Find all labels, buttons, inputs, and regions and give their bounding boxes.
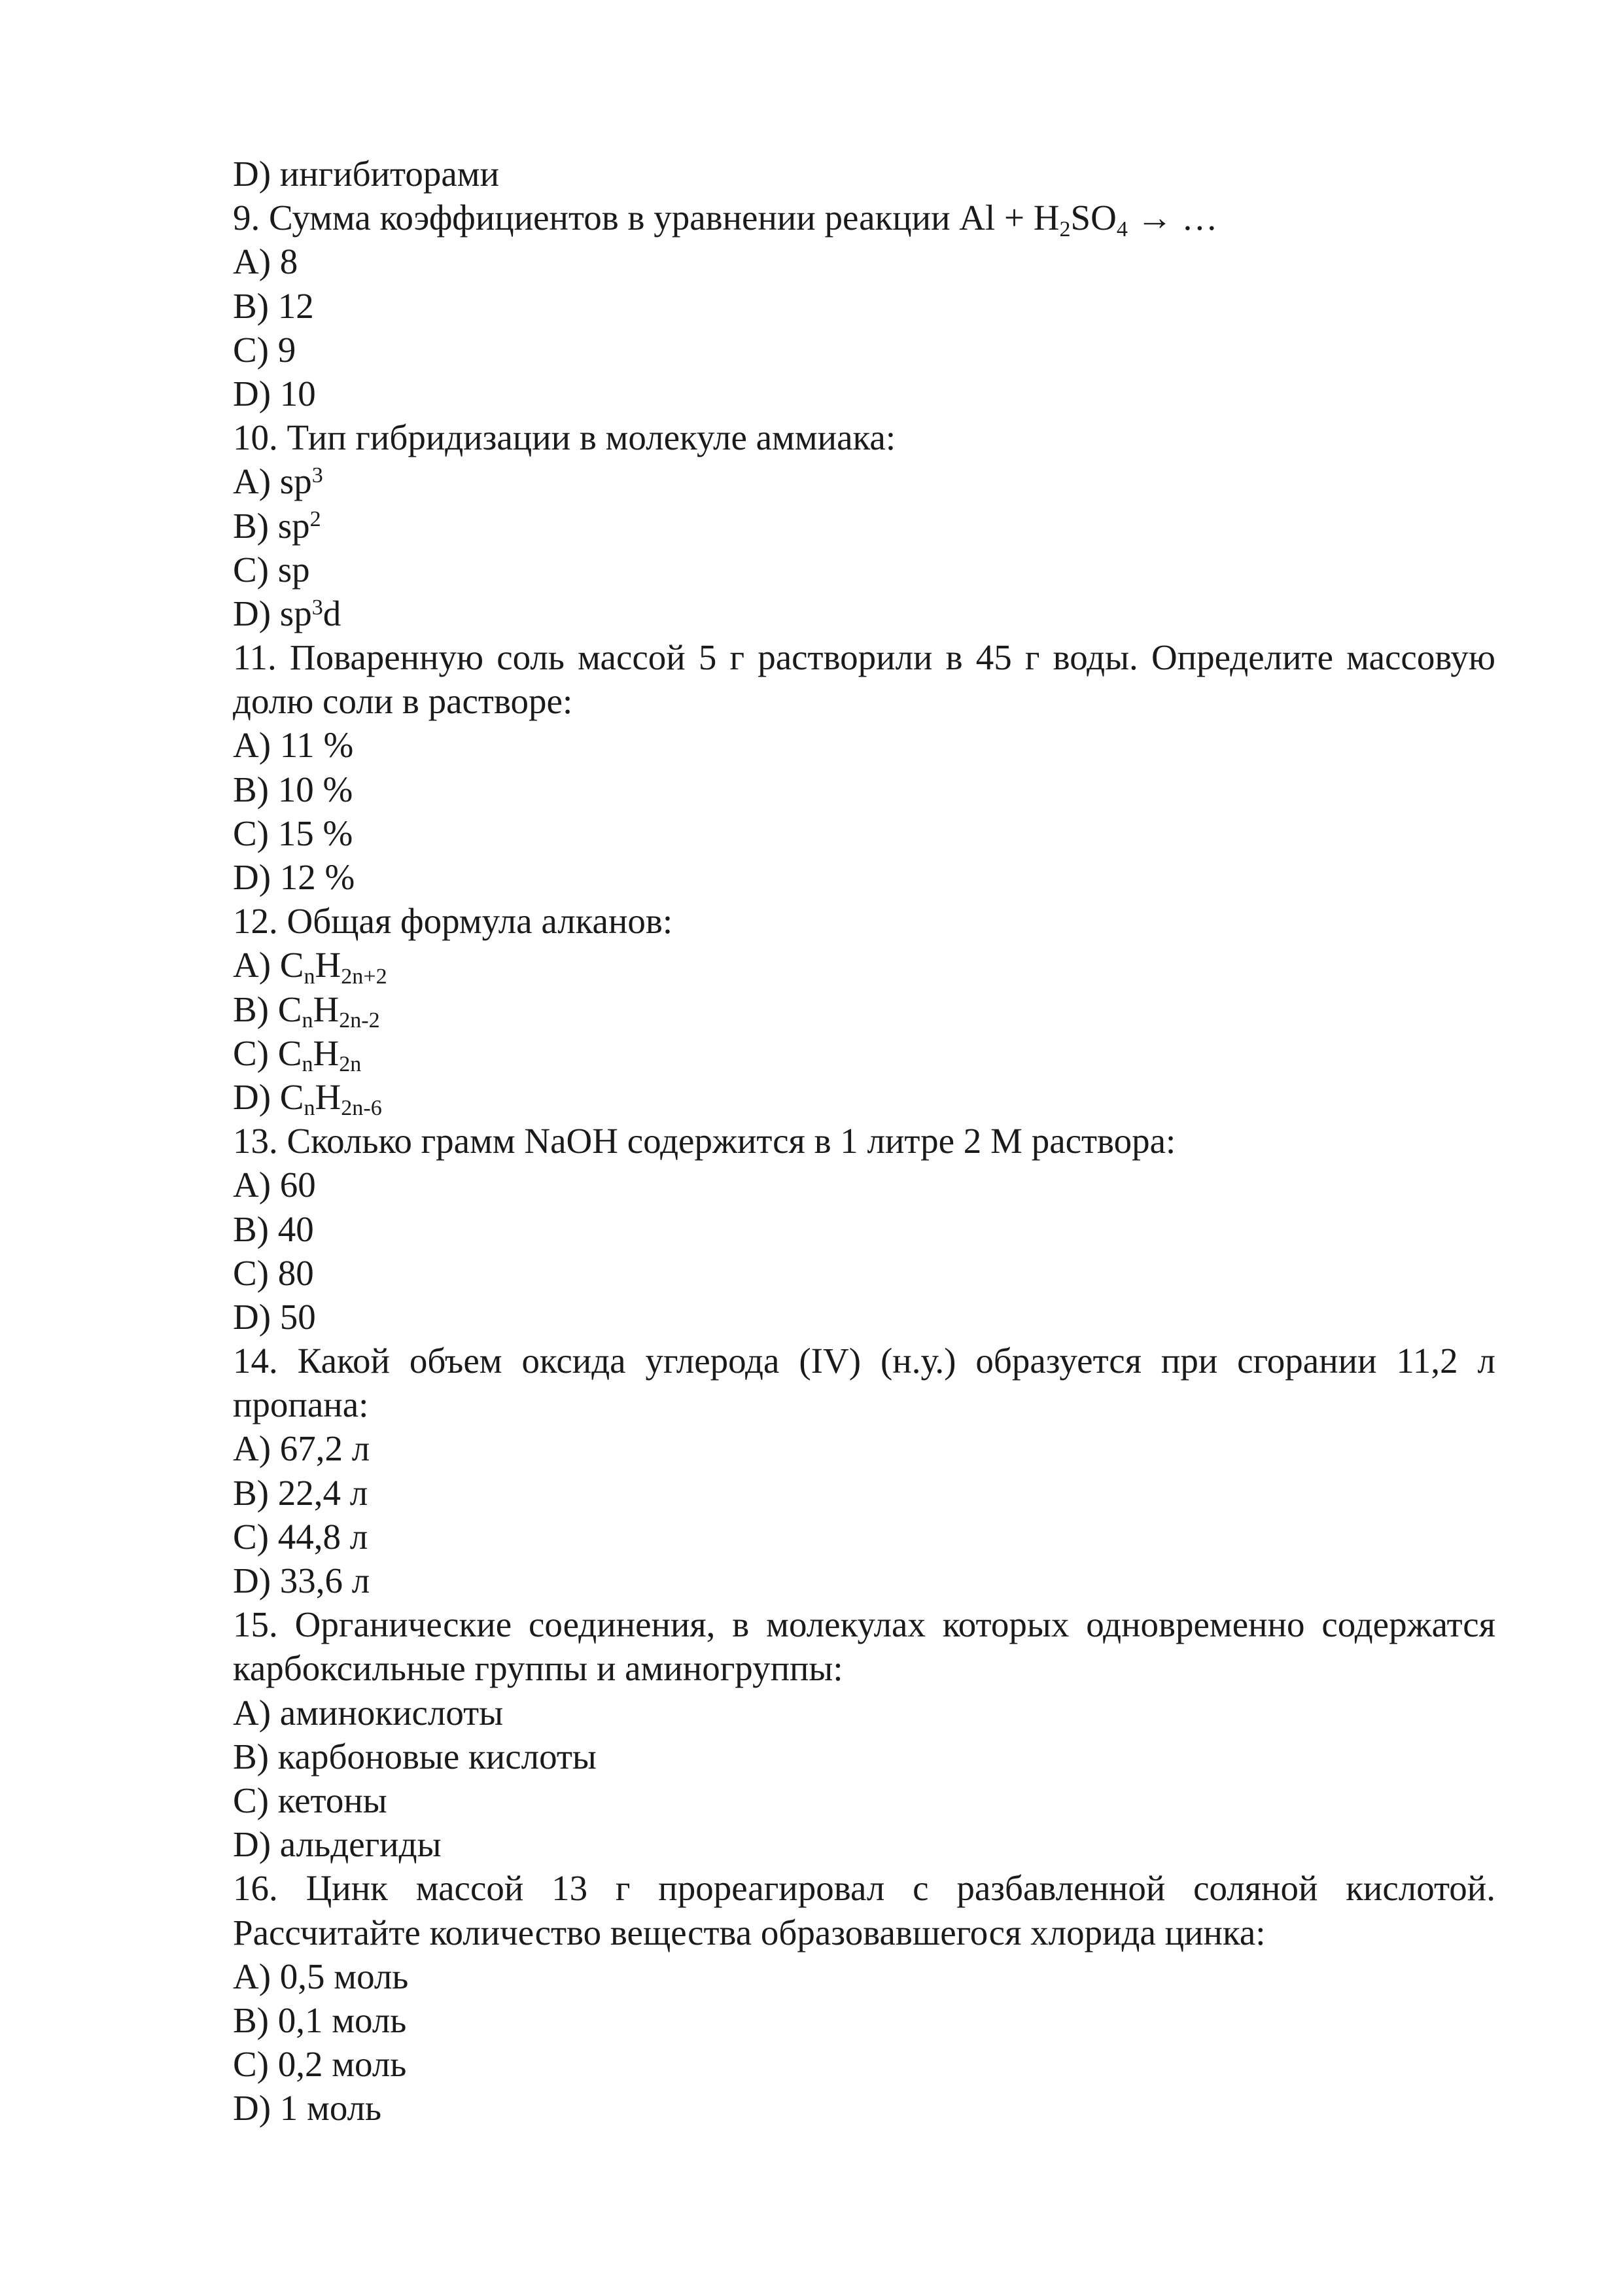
text-run: B) 0,1 моль	[233, 2000, 407, 2040]
subscript: 2n	[339, 1052, 362, 1077]
text-line	[233, 1559, 1495, 1602]
text-run: B) C	[233, 989, 302, 1029]
text-line	[233, 328, 1495, 372]
text-run: D) 10	[233, 373, 316, 414]
text-run: C) sp	[233, 549, 310, 590]
subscript: 4	[1116, 217, 1128, 241]
text-run: C) 44,8 л	[233, 1516, 368, 1557]
text-run: B) 40	[233, 1209, 314, 1249]
text-line	[233, 1251, 1495, 1295]
text-run: SO	[1070, 198, 1117, 238]
text-run: A) C	[233, 945, 304, 985]
text-line	[233, 372, 1495, 415]
text-run: B) sp	[233, 505, 310, 546]
text-run: A) sp	[233, 461, 312, 502]
text-line	[233, 284, 1495, 328]
text-run: D) 33,6 л	[233, 1561, 370, 1600]
subscript: 2n-2	[339, 1008, 380, 1033]
text-line	[233, 548, 1495, 592]
text-run: D) ингибиторами	[233, 154, 500, 194]
text-run: d	[323, 593, 341, 633]
text-line	[233, 592, 1495, 635]
text-run: H	[313, 989, 340, 1029]
text-run: D) 50	[233, 1296, 316, 1337]
text-run: C) 9	[233, 329, 296, 370]
text-line	[233, 1602, 1495, 1646]
text-run: C) 80	[233, 1252, 314, 1293]
text-line	[233, 1075, 1495, 1119]
text-line	[233, 1383, 1495, 1426]
text-line	[233, 196, 1495, 239]
text-line	[233, 1515, 1495, 1559]
superscript: 3	[311, 595, 323, 620]
text-line	[233, 1778, 1495, 1822]
text-run: C) 0,2 моль	[233, 2044, 407, 2085]
text-run: пропана:	[233, 1385, 369, 1425]
text-run: A) 0,5 моль	[233, 1956, 409, 1996]
text-line	[233, 899, 1495, 943]
text-run: C) кетоны	[233, 1780, 387, 1820]
superscript: 2	[309, 507, 321, 532]
text-line	[233, 1866, 1495, 1910]
text-run: карбоксильные группы и аминогруппы:	[233, 1648, 843, 1689]
text-run: A) 67,2 л	[233, 1428, 370, 1469]
text-run: D) sp	[233, 593, 312, 633]
text-run: H	[315, 1076, 341, 1117]
text-run: → …	[1127, 198, 1218, 238]
text-line	[233, 679, 1495, 723]
text-run: D) 12 %	[233, 857, 355, 897]
text-line	[233, 1735, 1495, 1778]
text-run: Рассчитайте количество вещества образовавшегося хлорида цинка:	[233, 1912, 1266, 1952]
document-page	[233, 152, 1495, 2130]
text-line	[233, 1954, 1495, 1998]
text-line	[233, 855, 1495, 899]
subscript: n	[304, 1096, 315, 1121]
subscript: n	[302, 1008, 313, 1033]
text-line	[233, 635, 1495, 679]
text-line	[233, 1998, 1495, 2042]
text-line	[233, 943, 1495, 987]
text-line	[233, 1691, 1495, 1735]
text-line	[233, 1471, 1495, 1515]
text-line	[233, 2042, 1495, 2086]
text-line	[233, 987, 1495, 1031]
text-line	[233, 152, 1495, 196]
text-run: A) 8	[233, 241, 298, 282]
text-run: D) альдегиды	[233, 1824, 442, 1865]
text-run: 13. Сколько грамм NaOH содержится в 1 литре 2 М раствора:	[233, 1121, 1176, 1161]
text-line	[233, 1207, 1495, 1251]
text-run: H	[315, 945, 341, 985]
text-line	[233, 504, 1495, 548]
text-line	[233, 1646, 1495, 1690]
text-line	[233, 239, 1495, 283]
text-run: B) 22,4 л	[233, 1472, 368, 1513]
subscript: 2n+2	[341, 964, 387, 989]
text-line	[233, 1295, 1495, 1339]
text-line	[233, 768, 1495, 811]
subscript: 2n-6	[341, 1096, 382, 1121]
text-run: D) 1 моль	[233, 2088, 382, 2128]
subscript: 2	[1059, 217, 1071, 241]
text-line	[233, 723, 1495, 767]
text-run: B) 10 %	[233, 769, 353, 809]
subscript: n	[302, 1052, 313, 1077]
text-line	[233, 415, 1495, 459]
superscript: 3	[311, 463, 323, 488]
text-line	[233, 459, 1495, 503]
text-line	[233, 1119, 1495, 1163]
text-line	[233, 1426, 1495, 1470]
text-line	[233, 1163, 1495, 1207]
text-run: 14. Какой объем оксида углерода (IV) (н.у.) образуется при сгорании 11,2 л	[233, 1341, 1495, 1381]
text-run: 16. Цинк массой 13 г прореагировал с разбавленной соляной кислотой.	[233, 1868, 1495, 1909]
text-run: 11. Поваренную соль массой 5 г растворили в 45 г воды. Определите массовую	[233, 637, 1495, 678]
text-run: B) карбоновые кислоты	[233, 1736, 597, 1776]
text-run: 9. Сумма коэффициентов в уравнении реакции Al + H	[233, 198, 1060, 238]
text-run: долю соли в растворе:	[233, 681, 573, 722]
text-run: 10. Тип гибридизации в молекуле аммиака:	[233, 417, 896, 458]
text-run: B) 12	[233, 285, 314, 326]
text-run: A) 11 %	[233, 725, 354, 766]
text-run: H	[313, 1033, 340, 1073]
text-run: C) 15 %	[233, 813, 353, 853]
text-line	[233, 1339, 1495, 1383]
text-run: A) 60	[233, 1165, 316, 1205]
text-line	[233, 811, 1495, 855]
text-line	[233, 1822, 1495, 1866]
text-run: A) аминокислоты	[233, 1692, 504, 1733]
text-line	[233, 1911, 1495, 1954]
text-run: D) C	[233, 1076, 304, 1117]
text-run: 15. Органические соединения, в молекулах которых одновременно содержатся	[233, 1604, 1495, 1645]
text-line	[233, 1031, 1495, 1075]
text-run: 12. Общая формула алканов:	[233, 901, 673, 942]
text-line	[233, 2086, 1495, 2130]
text-run: C) C	[233, 1033, 302, 1073]
subscript: n	[304, 964, 315, 989]
